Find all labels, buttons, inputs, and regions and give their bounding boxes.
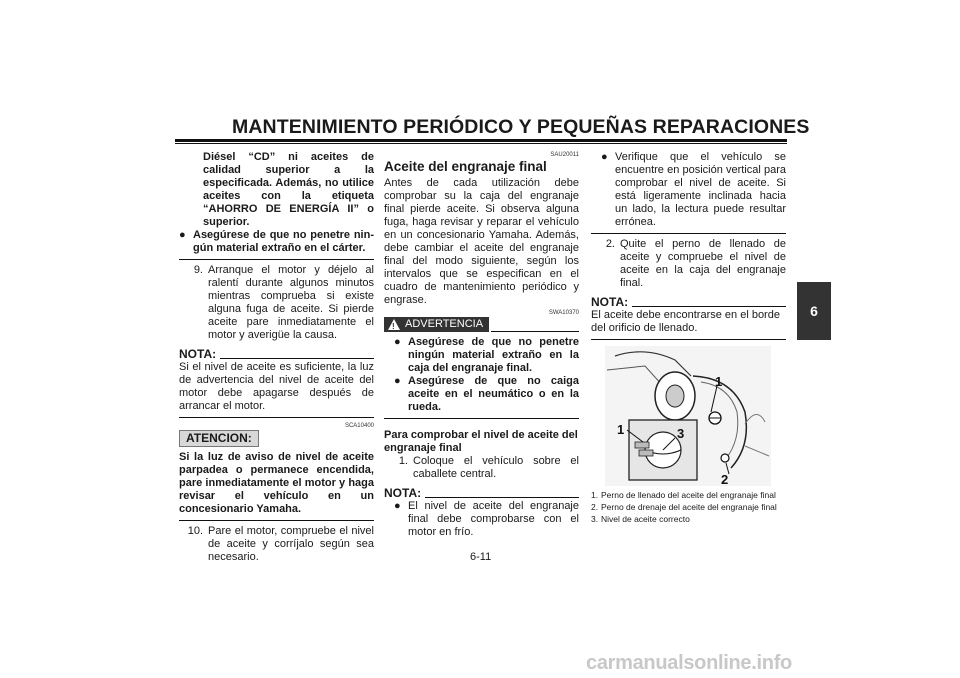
gearcase-figure (605, 346, 771, 486)
warning-heading (384, 317, 579, 332)
intro-text: Antes de cada utilización debe comprobar su la caja del engranaje final pierde aceite. Si observa alguna fuga, haga revisar y reparar el vehículo en un concesionario Yamaha. Además, debe cambiar el aceite del engranaje final del modo siguiente, según los intervalos que se especifican en el cuadro de mantenimiento periódico y engrase. (384, 177, 579, 306)
page-title: MANTENIMIENTO PERIÓDICO Y PEQUEÑAS REPARACIONES (232, 116, 810, 138)
warning-continuation: Diésel “CD” ni aceites de calidad superior a la especificada. Además, no utilice aceites con la etiqueta “AHORRO DE ENERGÍA II” o superior. (203, 151, 374, 228)
step-1: 1. Coloque el vehículo sobre el caballete central. (398, 455, 579, 480)
note-text: Si el nivel de aceite es suficiente, la luz de advertencia del nivel de aceite del motor debe apagarse después de arrancar el motor. (179, 361, 374, 412)
bullet-icon: ● (394, 500, 401, 512)
step-10: 10. Pare el motor, compruebe el nivel de aceite y corríjalo según sea necesario. (187, 525, 374, 563)
warning-bullet: ● Asegúrese de que no penetre ningún material extraño en el cárter. (179, 229, 374, 254)
note-heading: NOTA: (179, 348, 374, 361)
warning-bullet: ● Asegúrese de que no caiga aceite en el neumático o en la rueda. (394, 375, 579, 413)
page-number: 6-11 (470, 551, 492, 563)
watermark: carmanualsonline.info (586, 652, 792, 674)
column-2 (384, 151, 579, 539)
divider (179, 520, 374, 521)
reference-code: SAU20011 (550, 152, 579, 158)
note-text: El aceite debe encontrarse en el borde del orificio de llenado. (591, 309, 780, 334)
figure-legend (591, 490, 786, 524)
legend-item: 2. Perno de drenaje del aceite del engranaje final (591, 502, 777, 512)
callout-3: 3 (677, 426, 685, 441)
note-heading: NOTA: (384, 487, 579, 500)
legend-item: 3. Nivel de aceite correcto (591, 514, 690, 524)
caution-label: ATENCION: (179, 430, 259, 447)
callout-1-left: 1 (617, 422, 625, 437)
warning-bullet: ● Asegúrese de que no penetre ningún material extraño en la caja del engranaje final. (394, 336, 579, 374)
note-bullet: ● El nivel de aceite del engranaje final debe comprobarse con el motor en frío. (394, 500, 579, 538)
divider (179, 259, 374, 260)
chapter-tab: 6 (797, 282, 831, 340)
column-3 (591, 151, 786, 526)
warning-label: ! ADVERTENCIA (384, 317, 489, 332)
bullet-icon: ● (394, 375, 401, 387)
gearcase-illustration (605, 346, 771, 486)
reference-code: SWA10370 (548, 310, 579, 316)
step-9: 9. Arranque el motor y déjelo al ralentí durante algunos minutos mientras comprueba si existe alguna fuga de aceite. Si pierde aceite pare inmediatamente el motor y averigüe la causa. (193, 264, 374, 341)
header-rule-thin (175, 143, 787, 144)
sub-heading: Para comprobar el nivel de aceite del engranaje final (384, 429, 578, 454)
divider (384, 418, 579, 419)
caution-text: Si la luz de aviso de nivel de aceite parpadea o permanece encendida, pare inmediatamente el motor y haga revisar el vehículo en un concesionario Yamaha. (179, 451, 374, 515)
bullet-icon: ● (394, 336, 401, 348)
column-1 (179, 151, 374, 564)
step-2: 2. Quite el perno de llenado de aceite y compruebe el nivel de aceite en la caja del engranaje final. (605, 238, 786, 289)
bullet-icon: ● (601, 151, 608, 163)
callout-1-top: 1 (715, 374, 723, 389)
reference-code: SCA10400 (344, 423, 374, 429)
bullet-icon: ● (179, 229, 186, 241)
caution-heading (179, 430, 374, 447)
divider (179, 417, 374, 418)
warning-triangle-icon (388, 319, 400, 330)
callout-2: 2 (721, 472, 729, 486)
legend-item: 1. Perno de llenado del aceite del engranaje final (591, 490, 776, 500)
section-title: Aceite del engranaje final (384, 159, 547, 174)
divider (591, 233, 786, 234)
header-rule (175, 139, 787, 142)
note-bullet: ● Verifique que el vehículo se encuentre en posición vertical para comprobar el nivel de aceite. Si está ligeramente inclinada hacia un lado, la lectura puede resultar errónea. (601, 151, 786, 228)
note-heading: NOTA: (591, 296, 786, 309)
divider (591, 339, 786, 340)
